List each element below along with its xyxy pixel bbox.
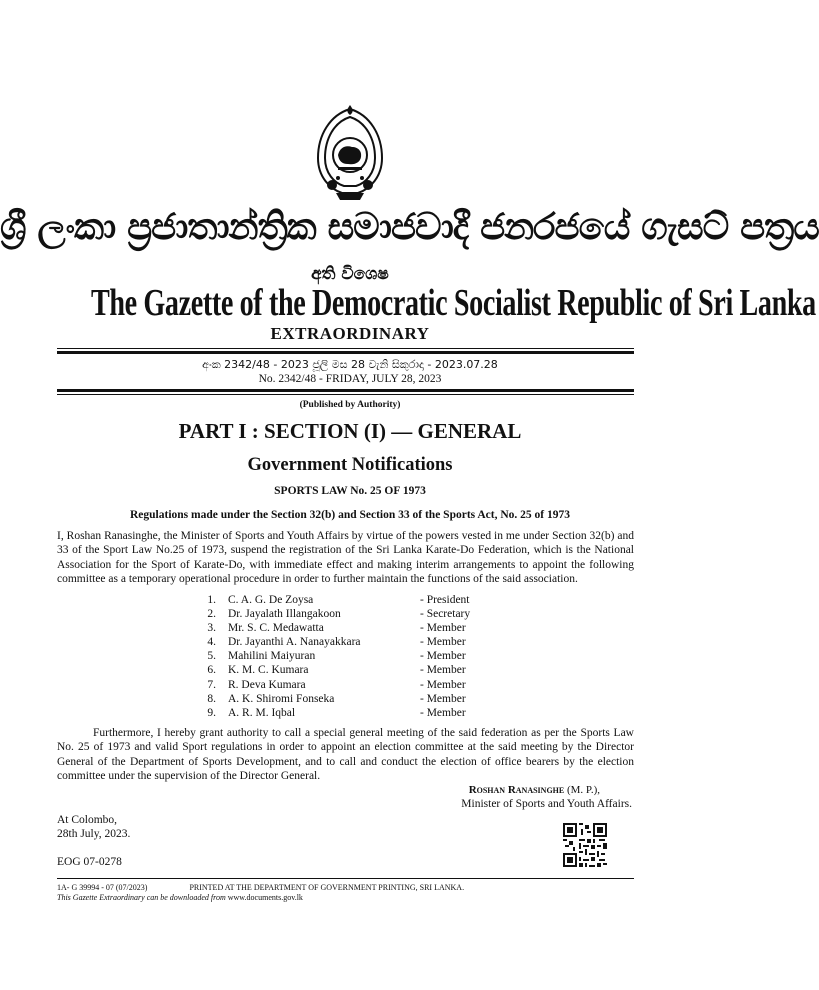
qr-code-icon bbox=[563, 823, 607, 867]
date: 28th July, 2023. bbox=[57, 828, 131, 841]
sinhala-extraordinary: අති විශෙෂ bbox=[311, 264, 389, 284]
top-rule-thin bbox=[57, 348, 634, 349]
print-code: 1A- G 39994 - 07 (07/2023) bbox=[57, 883, 148, 892]
member-number: 4. bbox=[207, 636, 216, 649]
sri-lanka-emblem-icon bbox=[312, 103, 388, 203]
part-heading: PART I : SECTION (I) — GENERAL bbox=[178, 419, 522, 443]
member-role: - Member bbox=[420, 692, 466, 705]
member-name: Mr. S. C. Medawatta bbox=[228, 622, 324, 635]
regulations-heading: Regulations made under the Section 32(b) and Section 33 of the Sports Act, No. 25 of 1973 bbox=[130, 509, 570, 521]
member-name: C. A. G. De Zoysa bbox=[228, 594, 314, 606]
member-role: - President bbox=[420, 594, 470, 606]
issue-line-english: No. 2342/48 - FRIDAY, JULY 28, 2023 bbox=[258, 373, 442, 385]
member-number: 5. bbox=[207, 650, 216, 663]
member-role: - Member bbox=[420, 650, 466, 663]
member-name: Dr. Jayalath Illangakoon bbox=[228, 608, 341, 621]
list-item bbox=[200, 607, 500, 621]
member-name: A. K. Shiromi Fonseka bbox=[228, 692, 335, 705]
list-item bbox=[200, 692, 500, 706]
notice-paragraph-1: I, Roshan Ranasinghe, the Minister of Sports and Youth Affairs by virtue of the powers vested in me under Section 32(b) and 33 of the Sport Law No.25 of 1973, suspend the registration of the Sri Lanka Karate-Do Federation, which is the National Association for the Sport of Karate-Do, with immediate effect and making interim arrangements to appoint the following committee as a temporary operational procedure in order to further maintain the functions of the said association. bbox=[57, 530, 634, 585]
reference-number: EOG 07-0278 bbox=[57, 856, 122, 868]
member-name: Dr. Jayanthi A. Nanayakkara bbox=[228, 636, 361, 649]
notice-heading: Government Notifications bbox=[247, 455, 453, 475]
gazette-title: The Gazette of the Democratic Socialist Republic of Sri Lanka bbox=[91, 282, 816, 324]
list-item bbox=[200, 621, 500, 635]
member-name: K. M. C. Kumara bbox=[228, 664, 309, 677]
sinhala-gazette-title: ශ්‍රී ලංකා ප්‍රජාතාන්ත්‍රික සමාජවාදී ජනරජයේ ගැසට් පත්‍රය bbox=[0, 205, 819, 248]
signatory-suffix: (M. P.), bbox=[564, 784, 600, 796]
footer-rule bbox=[57, 878, 634, 879]
member-number: 9. bbox=[207, 706, 216, 719]
member-name: R. Deva Kumara bbox=[228, 678, 306, 691]
printer-credit: PRINTED AT THE DEPARTMENT OF GOVERNMENT PRINTING, SRI LANKA. bbox=[189, 883, 465, 892]
member-name: A. R. M. Iqbal bbox=[228, 706, 296, 719]
list-item bbox=[200, 706, 500, 720]
member-role: - Member bbox=[420, 636, 466, 649]
bottom-rule-thick bbox=[57, 389, 634, 392]
footer-print-line bbox=[57, 883, 464, 892]
member-role: - Member bbox=[420, 706, 466, 719]
member-role: - Member bbox=[420, 664, 466, 677]
published-by-authority: (Published by Authority) bbox=[299, 400, 401, 410]
place: At Colombo, bbox=[57, 814, 118, 826]
list-item bbox=[200, 649, 500, 663]
list-item bbox=[200, 663, 500, 677]
issue-line-sinhala: අංක 2342/48 - 2023 ජූලි මස 28 වැනි සිකුරාදා - 2023.07.28 bbox=[202, 358, 498, 371]
footer-download-line bbox=[57, 893, 303, 902]
member-number: 7. bbox=[207, 678, 216, 691]
member-role: - Member bbox=[420, 622, 466, 635]
download-text: This Gazette Extraordinary can be downloaded from bbox=[57, 893, 226, 902]
top-rule-thick bbox=[57, 351, 634, 354]
member-number: 8. bbox=[207, 692, 216, 705]
committee-list bbox=[200, 593, 500, 720]
member-number: 3. bbox=[207, 622, 216, 635]
download-link[interactable]: www.documents.gov.lk bbox=[227, 893, 303, 902]
law-heading: SPORTS LAW No. 25 OF 1973 bbox=[274, 485, 426, 497]
member-role: - Secretary bbox=[420, 608, 471, 621]
member-number: 1. bbox=[207, 594, 216, 606]
member-name: Mahilini Maiyuran bbox=[228, 650, 316, 663]
signatory-name: Roshan Ranasinghe bbox=[468, 784, 565, 796]
member-number: 6. bbox=[207, 664, 216, 677]
list-item bbox=[200, 593, 500, 607]
member-number: 2. bbox=[207, 608, 216, 621]
member-role: - Member bbox=[420, 678, 466, 691]
list-item bbox=[200, 678, 500, 692]
extraordinary-label: EXTRAORDINARY bbox=[270, 324, 430, 343]
signatory bbox=[0, 784, 600, 796]
list-item bbox=[200, 635, 500, 649]
signatory-title: Minister of Sports and Youth Affairs. bbox=[461, 798, 632, 810]
bottom-rule-thin bbox=[57, 394, 634, 395]
notice-paragraph-2: Furthermore, I hereby grant authority to call a special general meeting of the said federation as per the Sports Law No. 25 of 1973 and valid Sport regulations in order to appoint an election committee at the said meeting by the Director General of the Department of Sports Development, and to call and conduct the election of office bearers by the election committee under the supervision of the Director General. bbox=[57, 727, 634, 782]
place-and-date bbox=[57, 813, 130, 842]
